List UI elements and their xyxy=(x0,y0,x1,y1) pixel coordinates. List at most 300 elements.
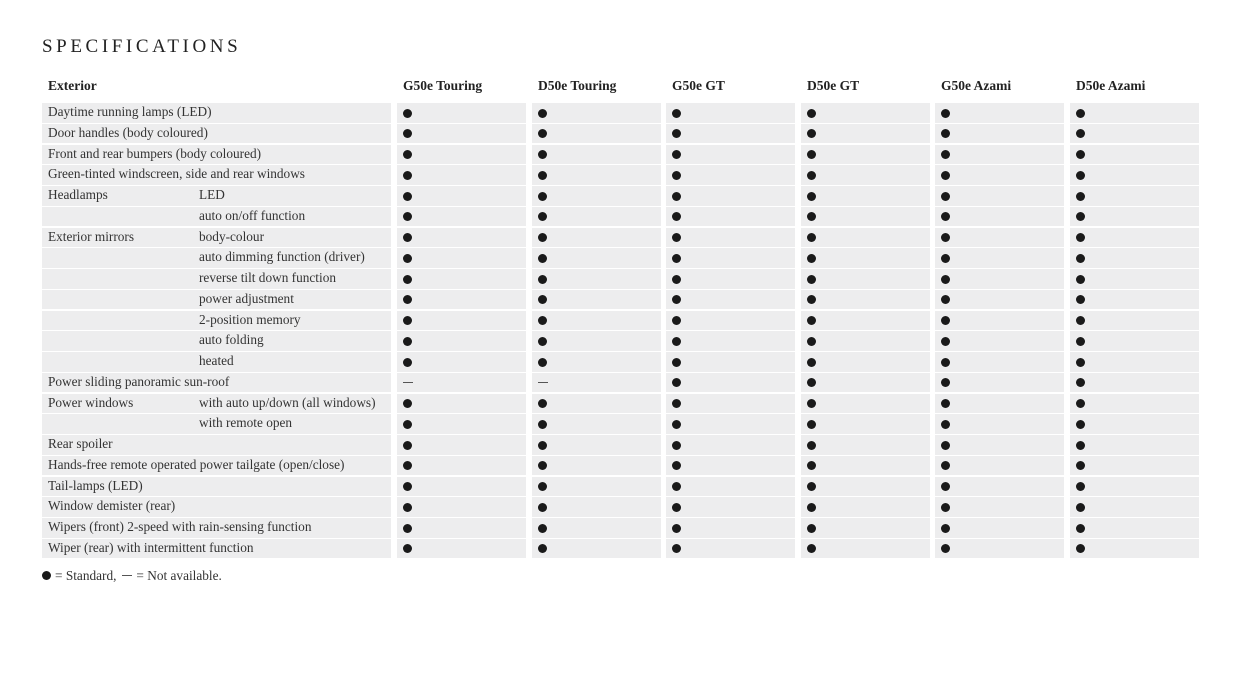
table-row xyxy=(42,228,1202,248)
availability-cell xyxy=(935,456,1064,476)
availability-cell xyxy=(666,518,795,538)
standard-dot-icon xyxy=(941,171,950,180)
availability-cell xyxy=(532,456,661,476)
standard-dot-icon xyxy=(807,358,816,367)
standard-dot-icon xyxy=(941,524,950,533)
availability-cell xyxy=(801,248,930,268)
standard-dot-icon xyxy=(672,337,681,346)
availability-cell xyxy=(801,290,930,310)
standard-dot-icon xyxy=(538,129,547,138)
standard-dot-icon xyxy=(807,337,816,346)
standard-dot-icon xyxy=(403,544,412,553)
table-row xyxy=(42,207,1202,227)
availability-cell xyxy=(397,228,526,248)
availability-cell xyxy=(935,311,1064,331)
availability-cell xyxy=(935,414,1064,434)
model-header: G50e Azami xyxy=(941,78,1012,93)
availability-cell xyxy=(801,269,930,289)
table-row xyxy=(42,311,1202,331)
availability-cell xyxy=(935,124,1064,144)
standard-dot-icon xyxy=(941,212,950,221)
availability-cell xyxy=(935,518,1064,538)
availability-cell xyxy=(1070,145,1199,165)
table-row xyxy=(42,518,1202,538)
availability-cell xyxy=(397,539,526,559)
standard-dot-icon xyxy=(807,316,816,325)
standard-dot-icon xyxy=(538,524,547,533)
availability-cell xyxy=(532,539,661,559)
availability-cell xyxy=(666,124,795,144)
not-available-dash-icon xyxy=(538,382,548,383)
availability-cell xyxy=(666,165,795,185)
availability-cell xyxy=(397,311,526,331)
sub-feature-label: body-colour xyxy=(199,228,264,244)
standard-dot-icon xyxy=(538,441,547,450)
standard-dot-icon xyxy=(1076,461,1085,470)
table-row xyxy=(42,290,1202,310)
standard-dot-icon xyxy=(538,192,547,201)
availability-cell xyxy=(397,456,526,476)
standard-dot-icon xyxy=(538,150,547,159)
feature-label: Daytime running lamps (LED) xyxy=(48,104,212,119)
not-available-dash-icon xyxy=(122,575,132,576)
standard-dot-icon xyxy=(941,109,950,118)
availability-cell xyxy=(532,103,661,123)
availability-cell xyxy=(935,186,1064,206)
availability-cell xyxy=(397,518,526,538)
table-row xyxy=(42,165,1202,185)
availability-cell xyxy=(801,394,930,414)
availability-cell xyxy=(1070,228,1199,248)
feature-label: Front and rear bumpers (body coloured) xyxy=(48,145,262,161)
standard-dot-icon xyxy=(538,316,547,325)
standard-dot-icon xyxy=(1076,420,1085,429)
availability-cell xyxy=(532,228,661,248)
standard-dot-icon xyxy=(1076,254,1085,263)
standard-dot-icon xyxy=(807,233,816,242)
feature-label: Door handles (body coloured) xyxy=(48,124,208,140)
standard-dot-icon xyxy=(672,358,681,367)
availability-cell xyxy=(935,145,1064,165)
availability-cell xyxy=(1070,248,1199,268)
table-row xyxy=(42,352,1202,372)
sub-feature-label: auto on/off function xyxy=(199,207,306,223)
availability-cell xyxy=(532,186,661,206)
standard-dot-icon xyxy=(1076,441,1085,450)
availability-cell xyxy=(532,518,661,538)
availability-cell xyxy=(1070,207,1199,227)
availability-cell xyxy=(397,186,526,206)
standard-dot-icon xyxy=(1076,337,1085,346)
availability-cell xyxy=(666,290,795,310)
standard-dot-icon xyxy=(672,212,681,221)
not-available-dash-icon xyxy=(403,382,413,383)
standard-dot-icon xyxy=(672,233,681,242)
availability-cell xyxy=(801,414,930,434)
standard-dot-icon xyxy=(403,295,412,304)
availability-cell xyxy=(1070,165,1199,185)
standard-dot-icon xyxy=(807,295,816,304)
availability-cell xyxy=(935,539,1064,559)
standard-dot-icon xyxy=(538,503,547,512)
availability-cell xyxy=(801,477,930,497)
standard-dot-icon xyxy=(1076,358,1085,367)
availability-cell xyxy=(666,456,795,476)
standard-dot-icon xyxy=(403,503,412,512)
model-header: D50e Azami xyxy=(1076,78,1146,93)
standard-dot-icon xyxy=(941,399,950,408)
availability-cell xyxy=(801,145,930,165)
table-row xyxy=(42,456,1202,476)
standard-dot-icon xyxy=(403,109,412,118)
availability-cell xyxy=(532,145,661,165)
standard-dot-icon xyxy=(807,150,816,159)
standard-dot-icon xyxy=(403,441,412,450)
section-header: Exterior xyxy=(48,78,97,93)
standard-dot-icon xyxy=(941,295,950,304)
standard-dot-icon xyxy=(403,171,412,180)
availability-cell xyxy=(666,248,795,268)
availability-cell xyxy=(801,435,930,455)
availability-cell xyxy=(532,435,661,455)
standard-dot-icon xyxy=(941,275,950,284)
standard-dot-icon xyxy=(403,337,412,346)
availability-cell xyxy=(397,124,526,144)
availability-cell xyxy=(397,103,526,123)
standard-dot-icon xyxy=(807,378,816,387)
standard-dot-icon xyxy=(672,109,681,118)
availability-cell xyxy=(1070,373,1199,393)
availability-cell xyxy=(801,207,930,227)
standard-dot-icon xyxy=(1076,399,1085,408)
standard-dot-icon xyxy=(1076,378,1085,387)
availability-cell xyxy=(397,477,526,497)
page-title: SPECIFICATIONS xyxy=(42,36,242,57)
standard-dot-icon xyxy=(403,420,412,429)
standard-dot-icon xyxy=(1076,275,1085,284)
availability-cell xyxy=(666,414,795,434)
standard-dot-icon xyxy=(941,544,950,553)
standard-dot-icon xyxy=(538,461,547,470)
standard-dot-icon xyxy=(1076,109,1085,118)
model-header: D50e GT xyxy=(807,78,860,93)
standard-dot-icon xyxy=(403,399,412,408)
availability-cell xyxy=(397,373,526,393)
availability-cell xyxy=(397,394,526,414)
standard-dot-icon xyxy=(672,399,681,408)
availability-cell xyxy=(397,248,526,268)
availability-cell xyxy=(666,477,795,497)
availability-cell xyxy=(397,435,526,455)
availability-cell xyxy=(801,373,930,393)
standard-dot-icon xyxy=(672,316,681,325)
availability-cell xyxy=(666,269,795,289)
standard-dot-icon xyxy=(672,441,681,450)
feature-label: Wiper (rear) with intermittent function xyxy=(48,539,254,555)
standard-dot-icon xyxy=(941,337,950,346)
standard-dot-icon xyxy=(672,524,681,533)
availability-cell xyxy=(666,228,795,248)
availability-cell xyxy=(1070,414,1199,434)
standard-dot-icon xyxy=(672,544,681,553)
standard-dot-icon xyxy=(941,461,950,470)
availability-cell xyxy=(1070,124,1199,144)
standard-dot-icon xyxy=(672,192,681,201)
standard-dot-icon xyxy=(672,275,681,284)
table-row xyxy=(42,124,1202,144)
standard-dot-icon xyxy=(941,129,950,138)
sub-feature-label: auto dimming function (driver) xyxy=(199,249,365,265)
standard-dot-icon xyxy=(941,316,950,325)
standard-dot-icon xyxy=(807,192,816,201)
availability-cell xyxy=(532,269,661,289)
standard-dot-icon xyxy=(941,420,950,429)
standard-dot-icon xyxy=(1076,150,1085,159)
table-row xyxy=(42,103,1202,123)
standard-dot-icon xyxy=(1076,192,1085,201)
standard-dot-icon xyxy=(1076,544,1085,553)
availability-cell xyxy=(532,248,661,268)
standard-dot-icon xyxy=(941,192,950,201)
availability-cell xyxy=(1070,269,1199,289)
table-row xyxy=(42,145,1202,165)
model-header: G50e Touring xyxy=(403,78,483,93)
availability-cell xyxy=(1070,311,1199,331)
standard-dot-icon xyxy=(403,254,412,263)
availability-cell xyxy=(801,456,930,476)
availability-cell xyxy=(397,331,526,351)
standard-dot-icon xyxy=(538,254,547,263)
availability-cell xyxy=(397,414,526,434)
availability-cell xyxy=(532,311,661,331)
sub-feature-label: heated xyxy=(199,353,234,368)
standard-dot-icon xyxy=(42,571,51,580)
availability-cell xyxy=(532,124,661,144)
availability-cell xyxy=(397,165,526,185)
standard-dot-icon xyxy=(807,171,816,180)
feature-label: Power windows xyxy=(48,394,134,410)
standard-dot-icon xyxy=(403,212,412,221)
availability-cell xyxy=(935,331,1064,351)
sub-feature-label: with auto up/down (all windows) xyxy=(199,394,376,410)
availability-cell xyxy=(1070,518,1199,538)
standard-dot-icon xyxy=(807,482,816,491)
availability-cell xyxy=(801,124,930,144)
standard-dot-icon xyxy=(403,192,412,201)
standard-dot-icon xyxy=(672,254,681,263)
availability-cell xyxy=(397,352,526,372)
standard-dot-icon xyxy=(807,109,816,118)
standard-dot-icon xyxy=(807,503,816,512)
availability-cell xyxy=(801,186,930,206)
model-header: G50e GT xyxy=(672,78,725,93)
standard-dot-icon xyxy=(1076,524,1085,533)
availability-cell xyxy=(666,539,795,559)
standard-dot-icon xyxy=(538,171,547,180)
availability-cell xyxy=(935,497,1064,517)
feature-label: Headlamps xyxy=(48,187,108,202)
availability-cell xyxy=(397,497,526,517)
standard-dot-icon xyxy=(538,399,547,408)
availability-cell xyxy=(801,165,930,185)
availability-cell xyxy=(666,207,795,227)
standard-dot-icon xyxy=(941,378,950,387)
availability-cell xyxy=(1070,539,1199,559)
availability-cell xyxy=(801,311,930,331)
availability-cell xyxy=(935,269,1064,289)
standard-dot-icon xyxy=(1076,171,1085,180)
availability-cell xyxy=(1070,103,1199,123)
availability-cell xyxy=(935,207,1064,227)
standard-dot-icon xyxy=(807,212,816,221)
sub-feature-label: with remote open xyxy=(199,415,293,431)
standard-dot-icon xyxy=(941,482,950,491)
availability-cell xyxy=(666,186,795,206)
table-row xyxy=(42,394,1202,414)
standard-dot-icon xyxy=(538,212,547,221)
standard-dot-icon xyxy=(403,316,412,325)
standard-dot-icon xyxy=(538,337,547,346)
standard-dot-icon xyxy=(538,482,547,491)
standard-dot-icon xyxy=(941,233,950,242)
standard-dot-icon xyxy=(672,378,681,387)
availability-cell xyxy=(801,352,930,372)
availability-cell xyxy=(532,331,661,351)
standard-dot-icon xyxy=(941,358,950,367)
standard-dot-icon xyxy=(807,275,816,284)
table-row xyxy=(42,435,1202,455)
availability-cell xyxy=(532,497,661,517)
table-row xyxy=(42,331,1202,351)
availability-cell xyxy=(1070,290,1199,310)
standard-dot-icon xyxy=(672,129,681,138)
availability-cell xyxy=(1070,186,1199,206)
standard-dot-icon xyxy=(538,275,547,284)
availability-cell xyxy=(935,435,1064,455)
standard-dot-icon xyxy=(941,254,950,263)
standard-dot-icon xyxy=(1076,295,1085,304)
standard-dot-icon xyxy=(403,461,412,470)
availability-cell xyxy=(532,207,661,227)
availability-cell xyxy=(1070,456,1199,476)
availability-cell xyxy=(1070,497,1199,517)
table-row xyxy=(42,186,1202,206)
standard-dot-icon xyxy=(807,129,816,138)
availability-cell xyxy=(1070,331,1199,351)
standard-dot-icon xyxy=(941,441,950,450)
availability-cell xyxy=(666,103,795,123)
standard-dot-icon xyxy=(403,482,412,491)
availability-cell xyxy=(1070,435,1199,455)
legend xyxy=(42,568,222,584)
availability-cell xyxy=(532,373,661,393)
availability-cell xyxy=(935,373,1064,393)
availability-cell xyxy=(666,373,795,393)
sub-feature-label: power adjustment xyxy=(199,290,294,306)
availability-cell xyxy=(397,290,526,310)
standard-dot-icon xyxy=(672,461,681,470)
availability-cell xyxy=(935,165,1064,185)
standard-dot-icon xyxy=(807,399,816,408)
table-row xyxy=(42,269,1202,289)
standard-dot-icon xyxy=(672,482,681,491)
standard-dot-icon xyxy=(672,420,681,429)
availability-cell xyxy=(666,394,795,414)
availability-cell xyxy=(397,207,526,227)
standard-dot-icon xyxy=(1076,316,1085,325)
feature-label: Green-tinted windscreen, side and rear windows xyxy=(48,166,305,182)
standard-dot-icon xyxy=(403,524,412,533)
sub-feature-label: reverse tilt down function xyxy=(199,270,336,285)
feature-label: Rear spoiler xyxy=(48,436,113,451)
availability-cell xyxy=(666,435,795,455)
model-header: D50e Touring xyxy=(538,78,617,93)
availability-cell xyxy=(935,248,1064,268)
legend-not-available: = Not available. xyxy=(136,568,222,583)
availability-cell xyxy=(801,103,930,123)
feature-label: Hands-free remote operated power tailgate (open/close) xyxy=(48,456,345,472)
feature-label: Exterior mirrors xyxy=(48,228,135,244)
standard-dot-icon xyxy=(672,171,681,180)
availability-cell xyxy=(532,394,661,414)
standard-dot-icon xyxy=(538,233,547,242)
standard-dot-icon xyxy=(538,109,547,118)
feature-label: Tail-lamps (LED) xyxy=(48,477,143,493)
standard-dot-icon xyxy=(807,254,816,263)
standard-dot-icon xyxy=(1076,129,1085,138)
availability-cell xyxy=(935,290,1064,310)
standard-dot-icon xyxy=(807,441,816,450)
table-row xyxy=(42,497,1202,517)
standard-dot-icon xyxy=(941,150,950,159)
standard-dot-icon xyxy=(538,420,547,429)
availability-cell xyxy=(1070,394,1199,414)
standard-dot-icon xyxy=(1076,212,1085,221)
standard-dot-icon xyxy=(1076,503,1085,512)
standard-dot-icon xyxy=(403,358,412,367)
sub-feature-label: 2-position memory xyxy=(199,311,301,327)
table-row xyxy=(42,477,1202,497)
standard-dot-icon xyxy=(1076,233,1085,242)
legend-standard: = Standard, xyxy=(55,568,117,583)
availability-cell xyxy=(935,228,1064,248)
standard-dot-icon xyxy=(538,295,547,304)
availability-cell xyxy=(801,331,930,351)
availability-cell xyxy=(801,497,930,517)
standard-dot-icon xyxy=(403,150,412,159)
feature-label: Wipers (front) 2-speed with rain-sensing function xyxy=(48,519,312,534)
standard-dot-icon xyxy=(403,275,412,284)
table-row xyxy=(42,414,1202,434)
availability-cell xyxy=(935,352,1064,372)
sub-feature-label: LED xyxy=(199,187,225,202)
availability-cell xyxy=(801,228,930,248)
availability-cell xyxy=(532,414,661,434)
standard-dot-icon xyxy=(807,524,816,533)
availability-cell xyxy=(1070,477,1199,497)
availability-cell xyxy=(397,145,526,165)
standard-dot-icon xyxy=(672,503,681,512)
standard-dot-icon xyxy=(672,150,681,159)
table-row xyxy=(42,373,1202,393)
standard-dot-icon xyxy=(538,358,547,367)
availability-cell xyxy=(532,477,661,497)
feature-label: Power sliding panoramic sun-roof xyxy=(48,373,230,389)
standard-dot-icon xyxy=(807,461,816,470)
standard-dot-icon xyxy=(672,295,681,304)
standard-dot-icon xyxy=(941,503,950,512)
feature-label: Window demister (rear) xyxy=(48,498,176,514)
